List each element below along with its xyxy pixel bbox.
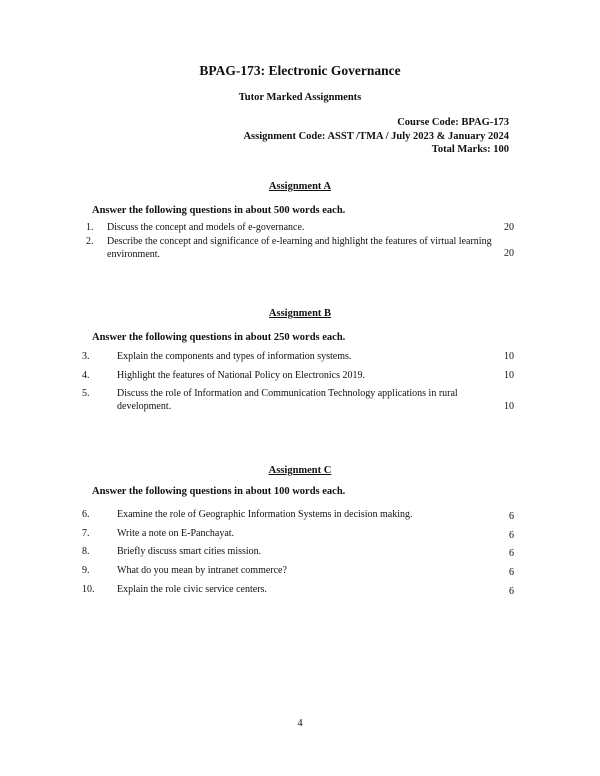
- question-marks: 20: [504, 222, 514, 233]
- question-text: Write a note on E-Panchayat.: [117, 528, 235, 539]
- question-item: [82, 222, 514, 235]
- question-marks: 6: [509, 567, 514, 578]
- assignment-a-heading: Assignment A: [268, 181, 332, 192]
- question-item: [82, 370, 514, 383]
- question-number: 7.: [82, 528, 90, 539]
- question-number: 3.: [82, 351, 90, 362]
- question-item: [82, 236, 514, 262]
- question-text: Examine the role of Geographic Information Systems in decision making.: [117, 509, 413, 520]
- question-item: [82, 528, 514, 541]
- question-item: [82, 546, 514, 559]
- document-subtitle: Tutor Marked Assignments: [238, 92, 362, 103]
- document-title: BPAG-173: Electronic Governance: [199, 63, 401, 78]
- question-number: 8.: [82, 546, 90, 557]
- question-item: [82, 584, 514, 597]
- question-marks: 6: [509, 548, 514, 559]
- question-item: [82, 565, 514, 578]
- question-marks: 10: [504, 370, 514, 381]
- question-marks: 20: [504, 248, 514, 259]
- page-number: 4: [297, 718, 303, 729]
- question-item: [82, 351, 514, 364]
- question-number: 5.: [82, 388, 90, 399]
- question-text: Explain the role civic service centers.: [117, 584, 267, 595]
- question-marks: 10: [504, 401, 514, 412]
- course-code: Course Code: BPAG-173: [397, 117, 509, 128]
- question-text: Explain the components and types of information systems.: [117, 351, 352, 362]
- question-text: Highlight the features of National Policy on Electronics 2019.: [117, 370, 365, 381]
- question-number: 10.: [82, 584, 95, 595]
- assignment-c-instruction: Answer the following questions in about 100 words each.: [92, 486, 346, 497]
- question-text: Briefly discuss smart cities mission.: [117, 546, 262, 557]
- question-number: 1.: [86, 222, 94, 233]
- total-marks: Total Marks: 100: [431, 144, 509, 155]
- question-number: 6.: [82, 509, 90, 520]
- question-marks: 6: [509, 586, 514, 597]
- question-number: 9.: [82, 565, 90, 576]
- question-text: Discuss the concept and models of e-governance.: [107, 222, 305, 233]
- question-number: 2.: [86, 236, 94, 247]
- question-marks: 10: [504, 351, 514, 362]
- assignment-code: Assignment Code: ASST /TMA / July 2023 & January 2024: [243, 131, 509, 142]
- assignment-a-instruction: Answer the following questions in about 500 words each.: [92, 205, 346, 216]
- assignment-b-heading: Assignment B: [268, 308, 332, 319]
- assignment-c-heading: Assignment C: [268, 465, 332, 476]
- question-text: Discuss the role of Information and Communication Technology applications in rural development.: [117, 388, 458, 412]
- question-number: 4.: [82, 370, 90, 381]
- question-text: Describe the concept and significance of e-learning and highlight the features of virtual learning environment.: [107, 236, 492, 260]
- question-item: [82, 509, 514, 522]
- question-item: [82, 388, 514, 414]
- assignment-b-instruction: Answer the following questions in about 250 words each.: [92, 332, 346, 343]
- question-marks: 6: [509, 511, 514, 522]
- question-marks: 6: [509, 530, 514, 541]
- question-text: What do you mean by intranet commerce?: [117, 565, 287, 576]
